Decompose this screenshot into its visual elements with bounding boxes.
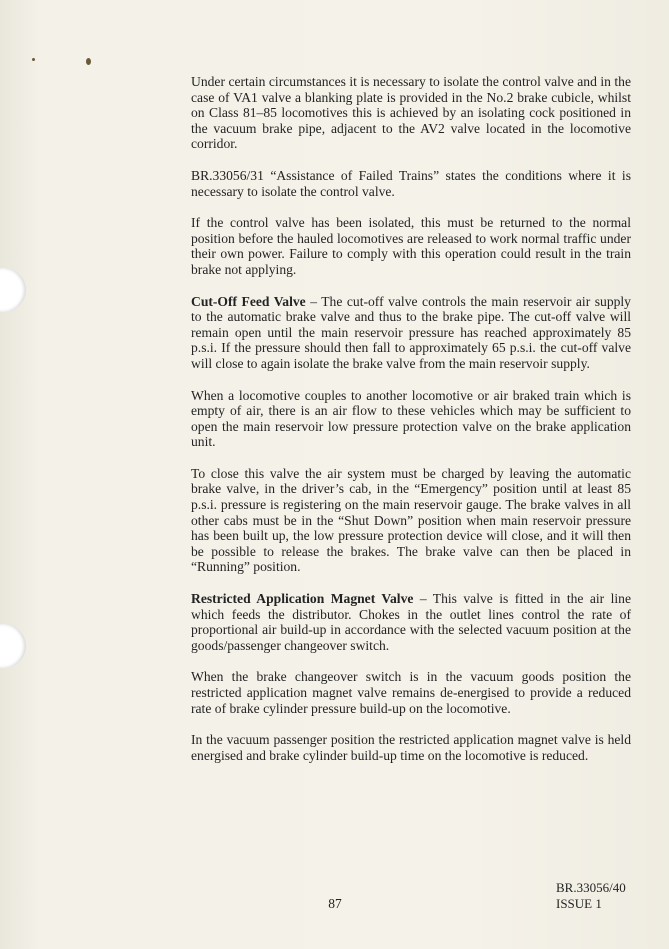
paragraph-text: If the control valve has been isolated, this must be returned to the normal position before the hauled locomotives are released to work normal traffic under their own power. Failure to comply with this operation could result in the train brake not applying. <box>191 215 631 277</box>
doc-ref: BR.33056/40 <box>556 880 626 895</box>
paragraph-text: Under certain circumstances it is necessary to isolate the control valve and in the case of VA1 valve a blanking plate is provided in the No.2 brake cubicle, whilst on Class 81–85 locomotives this is achieved by an isolating cock positioned in the vacuum brake pipe, adjacent to the AV2 valve located in the locomotive corridor. <box>191 74 631 152</box>
paragraph-text: – This valve is fitted in the air line which feeds the distributor. Chokes in the outlet lines control the rate of proportional air build-up in accordance with the selected vacuum position at the goods/passenger changeover switch. <box>191 591 631 653</box>
punch-hole <box>0 268 26 312</box>
paragraph <box>191 669 631 716</box>
paragraph <box>191 388 631 450</box>
paper-speck <box>32 58 35 61</box>
paragraph <box>191 591 631 653</box>
body-text <box>191 74 631 779</box>
page-number: 87 <box>328 896 342 911</box>
paragraph-text: – The cut-off valve controls the main reservoir air supply to the automatic brake valve and thus to the brake pipe. The cut-off valve will remain open until the main reservoir pressure has reached approximately 85 p.s.i. If the pressure should then fall to approximately 65 p.s.i. the cut-off valve will close to again isolate the brake valve from the main reservoir supply. <box>191 293 631 371</box>
paragraph-heading: Cut-Off Feed Valve <box>191 293 306 309</box>
paragraph-text: To close this valve the air system must be charged by leaving the automatic brake valve, in the driver’s cab, in the “Emergency” position until at least 85 p.s.i. pressure is registering on the main reservoir gauge. The brake valves in all other cabs must be in the “Shut Down” position when main reservoir pressure has been built up, the low pressure protection device will close, and it will then be possible to release the brakes. The brake valve can then be placed in “Running” position. <box>191 465 631 575</box>
paragraph-heading: Restricted Application Magnet Valve <box>191 591 414 607</box>
paragraph <box>191 168 631 199</box>
issue-label: ISSUE 1 <box>556 896 602 911</box>
paragraph-text: In the vacuum passenger position the restricted application magnet valve is held energised and brake cylinder build-up time on the locomotive is reduced. <box>191 732 631 763</box>
paper-speck <box>86 58 91 65</box>
paragraph <box>191 215 631 277</box>
paragraph-text: When a locomotive couples to another locomotive or air braked train which is empty of air, there is an air flow to these vehicles which may be sufficient to open the main reservoir low pressure protection valve on the brake application unit. <box>191 387 631 450</box>
paragraph <box>191 294 631 372</box>
paragraph-text: BR.33056/31 “Assistance of Failed Trains” states the conditions where it is necessary to isolate the control valve. <box>191 167 631 199</box>
paragraph <box>191 74 631 152</box>
paragraph <box>191 732 631 763</box>
document-reference <box>556 880 626 912</box>
paragraph-text: When the brake changeover switch is in the vacuum goods position the restricted application magnet valve remains de-energised to provide a reduced rate of brake cylinder pressure build-up on the locomotive. <box>191 669 631 716</box>
paragraph <box>191 466 631 575</box>
punch-hole <box>0 624 26 668</box>
